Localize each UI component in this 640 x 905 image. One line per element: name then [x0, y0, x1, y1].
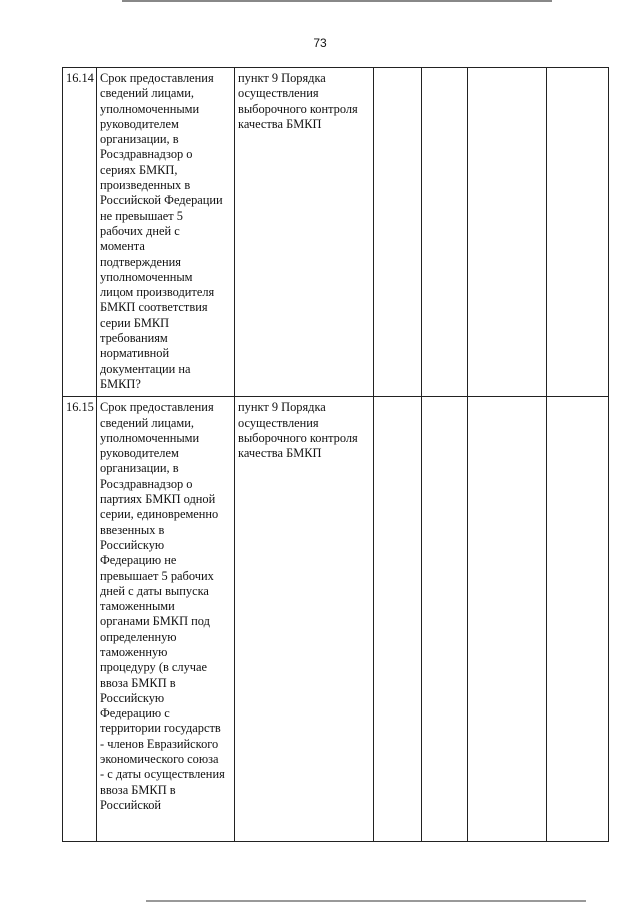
answer-cell-not-applicable[interactable] — [468, 397, 547, 842]
answer-cell-no[interactable] — [422, 68, 468, 397]
question-text: Срок предоставления сведений лицами, уполномоченными руководителем организации, в Росздравнадзор о сериях БМКП, произведенных в Российской Федерации не превышает 5 рабочих дней с момента подтверждения уполномоченным лицом производителя БМКП соответствия серии БМКП требованиям нормативной документации на БМКП? — [100, 71, 223, 391]
scan-edge-bottom — [146, 900, 586, 902]
row-number: 16.15 — [63, 397, 97, 842]
question-text: Срок предоставления сведений лицами, уполномоченными руководителем организации, в Росздравнадзор о партиях БМКП одной серии, единовременно ввезенных в Российскую Федерацию не превышает 5 рабочих дней с даты выпуска таможенными органами БМКП под определенную таможенную процедуру (в случае ввоза БМКП в Российскую Федерацию с территории государств - членов Евразийского экономического союза - с даты осуществления ввоза БМКП в Российской — [100, 400, 225, 812]
notes-cell[interactable] — [547, 397, 609, 842]
notes-cell[interactable] — [547, 68, 609, 397]
scan-edge-top — [122, 0, 552, 2]
page-number: 73 — [313, 36, 327, 50]
row-number: 16.14 — [63, 68, 97, 397]
table-row — [63, 397, 609, 842]
answer-cell-yes[interactable] — [374, 68, 422, 397]
table-row — [63, 68, 609, 397]
checklist-table — [62, 67, 609, 842]
reference-text: пункт 9 Порядка осуществления выборочного контроля качества БМКП — [238, 400, 358, 461]
answer-cell-no[interactable] — [422, 397, 468, 842]
reference-text: пункт 9 Порядка осуществления выборочного контроля качества БМКП — [238, 71, 358, 131]
answer-cell-yes[interactable] — [374, 397, 422, 842]
answer-cell-not-applicable[interactable] — [468, 68, 547, 397]
